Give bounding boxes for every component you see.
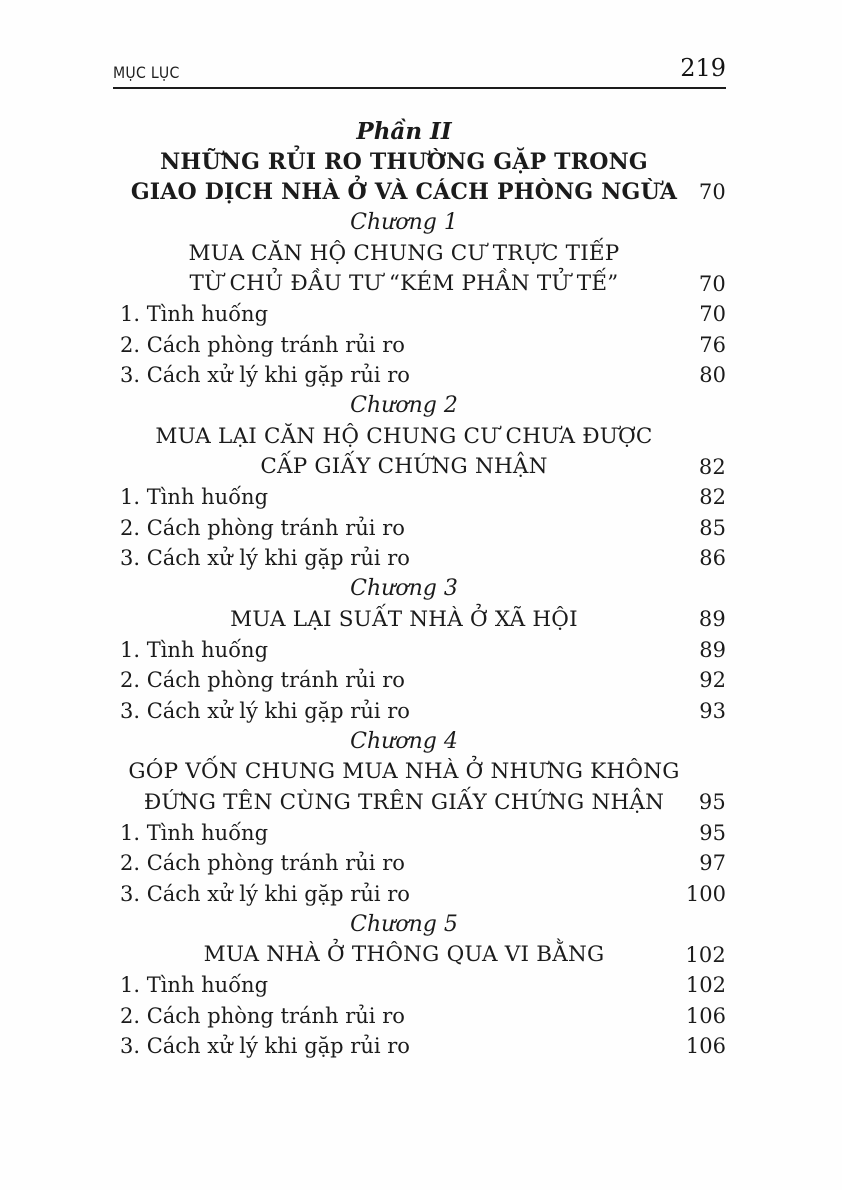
- toc-row-text: MUA NHÀ Ở THÔNG QUA VI BẰNG: [203, 942, 605, 968]
- toc-row-page-number: 100: [685, 881, 726, 906]
- toc-row-chapter-title: [120, 787, 726, 818]
- toc-row-text: Phần II: [356, 117, 452, 145]
- toc-row-page-number: 92: [699, 668, 726, 693]
- toc-row-page-number: 102: [685, 942, 726, 967]
- toc-row-page-number: 82: [698, 454, 726, 479]
- toc-row-item: [120, 543, 726, 574]
- toc-row-item: [120, 665, 726, 696]
- toc-row-item: [120, 970, 726, 1001]
- toc-row-text: 2. Cách phòng tránh rủi ro: [120, 332, 405, 357]
- toc-row-text: 2. Cách phòng tránh rủi ro: [120, 851, 405, 876]
- toc-row-item: [120, 299, 726, 330]
- toc-row-text: 1. Tình huống: [120, 302, 269, 327]
- toc-row-text: 3. Cách xử lý khi gặp rủi ro: [120, 698, 410, 723]
- toc-row-chapter-label: [120, 574, 726, 605]
- toc-row-chapter-title: [120, 757, 726, 788]
- toc-row-item: [120, 818, 726, 849]
- toc-row-item: [120, 696, 726, 727]
- toc-row-page-number: 106: [685, 1034, 726, 1059]
- toc-row-page-number: 89: [698, 607, 726, 632]
- toc-row-text: GIAO DỊCH NHÀ Ở VÀ CÁCH PHÒNG NGỪA: [130, 179, 678, 206]
- toc-row-chapter-title: [120, 604, 726, 635]
- toc-row-item: [120, 513, 726, 544]
- toc-row-item: [120, 360, 726, 391]
- toc-row-page-number: 85: [699, 515, 726, 540]
- toc-row-text: 1. Tình huống: [120, 820, 269, 845]
- toc-row-page-number: 80: [699, 363, 726, 388]
- table-of-contents: [120, 116, 726, 1062]
- toc-row-page-number: 89: [699, 637, 726, 662]
- toc-row-text: MUA LẠI CĂN HỘ CHUNG CƯ CHƯA ĐƯỢC: [155, 423, 653, 449]
- toc-row-text: 3. Cách xử lý khi gặp rủi ro: [120, 546, 410, 571]
- toc-row-item: [120, 330, 726, 361]
- toc-row-page-number: 97: [699, 851, 726, 876]
- toc-row-text: 1. Tình huống: [120, 485, 269, 510]
- toc-row-text: 2. Cách phòng tránh rủi ro: [120, 515, 405, 540]
- toc-row-text: TỪ CHỦ ĐẦU TƯ “KÉM PHẦN TỬ TẾ”: [189, 271, 619, 297]
- toc-row-text: MUA LẠI SUẤT NHÀ Ở XÃ HỘI: [230, 606, 578, 632]
- toc-row-chapter-title: [120, 421, 726, 452]
- toc-row-part-title: [120, 147, 726, 178]
- toc-row-chapter-label: [120, 391, 726, 422]
- toc-row-item: [120, 635, 726, 666]
- toc-row-text: Chương 3: [350, 576, 458, 602]
- toc-row-page-number: 76: [699, 332, 726, 357]
- toc-row-text: Chương 1: [350, 210, 458, 236]
- toc-row-text: Chương 5: [350, 911, 458, 937]
- toc-row-text: ĐỨNG TÊN CÙNG TRÊN GIẤY CHỨNG NHẬN: [143, 789, 665, 815]
- toc-row-page-number: 70: [699, 302, 726, 327]
- toc-row-chapter-title: [120, 269, 726, 300]
- toc-row-text: 3. Cách xử lý khi gặp rủi ro: [120, 1034, 410, 1059]
- running-header-title: MỤC LỤC: [113, 63, 180, 82]
- toc-row-text: NHỮNG RỦI RO THƯỜNG GẶP TRONG: [160, 148, 648, 175]
- toc-row-text: Chương 4: [350, 728, 458, 754]
- toc-row-page-number: 95: [699, 820, 726, 845]
- toc-row-item: [120, 1001, 726, 1032]
- toc-row-page-number: 102: [685, 973, 726, 998]
- toc-row-item: [120, 879, 726, 910]
- toc-row-text: Chương 2: [350, 393, 458, 419]
- toc-row-text: 3. Cách xử lý khi gặp rủi ro: [120, 363, 410, 388]
- running-header-page-number: 219: [680, 54, 726, 82]
- toc-row-text: 1. Tình huống: [120, 637, 269, 662]
- toc-row-item: [120, 848, 726, 879]
- toc-row-chapter-label: [120, 726, 726, 757]
- toc-row-item: [120, 482, 726, 513]
- toc-row-text: 2. Cách phòng tránh rủi ro: [120, 668, 405, 693]
- toc-row-text: CẤP GIẤY CHỨNG NHẬN: [260, 454, 548, 480]
- toc-row-page-number: 86: [699, 546, 726, 571]
- toc-row-text: 3. Cách xử lý khi gặp rủi ro: [120, 881, 410, 906]
- toc-row-text: MUA CĂN HỘ CHUNG CƯ TRỰC TIẾP: [188, 240, 620, 266]
- toc-row-text: GÓP VỐN CHUNG MUA NHÀ Ở NHƯNG KHÔNG: [128, 759, 680, 785]
- toc-row-chapter-title: [120, 940, 726, 971]
- toc-row-page-number: 93: [699, 698, 726, 723]
- toc-row-text: 2. Cách phòng tránh rủi ro: [120, 1003, 405, 1028]
- toc-row-chapter-title: [120, 238, 726, 269]
- toc-row-chapter-label: [120, 909, 726, 940]
- toc-row-page-number: 70: [698, 271, 726, 296]
- toc-row-page-number: 82: [699, 485, 726, 510]
- toc-row-chapter-label: [120, 208, 726, 239]
- toc-row-page-number: 106: [685, 1003, 726, 1028]
- toc-row-page-number: 95: [698, 790, 726, 815]
- toc-row-part-title: [120, 177, 726, 208]
- toc-row-part-label: [120, 116, 726, 147]
- toc-row-page-number: 70: [698, 180, 726, 205]
- running-header: [113, 50, 726, 89]
- toc-row-item: [120, 1031, 726, 1062]
- toc-row-chapter-title: [120, 452, 726, 483]
- toc-row-text: 1. Tình huống: [120, 973, 269, 998]
